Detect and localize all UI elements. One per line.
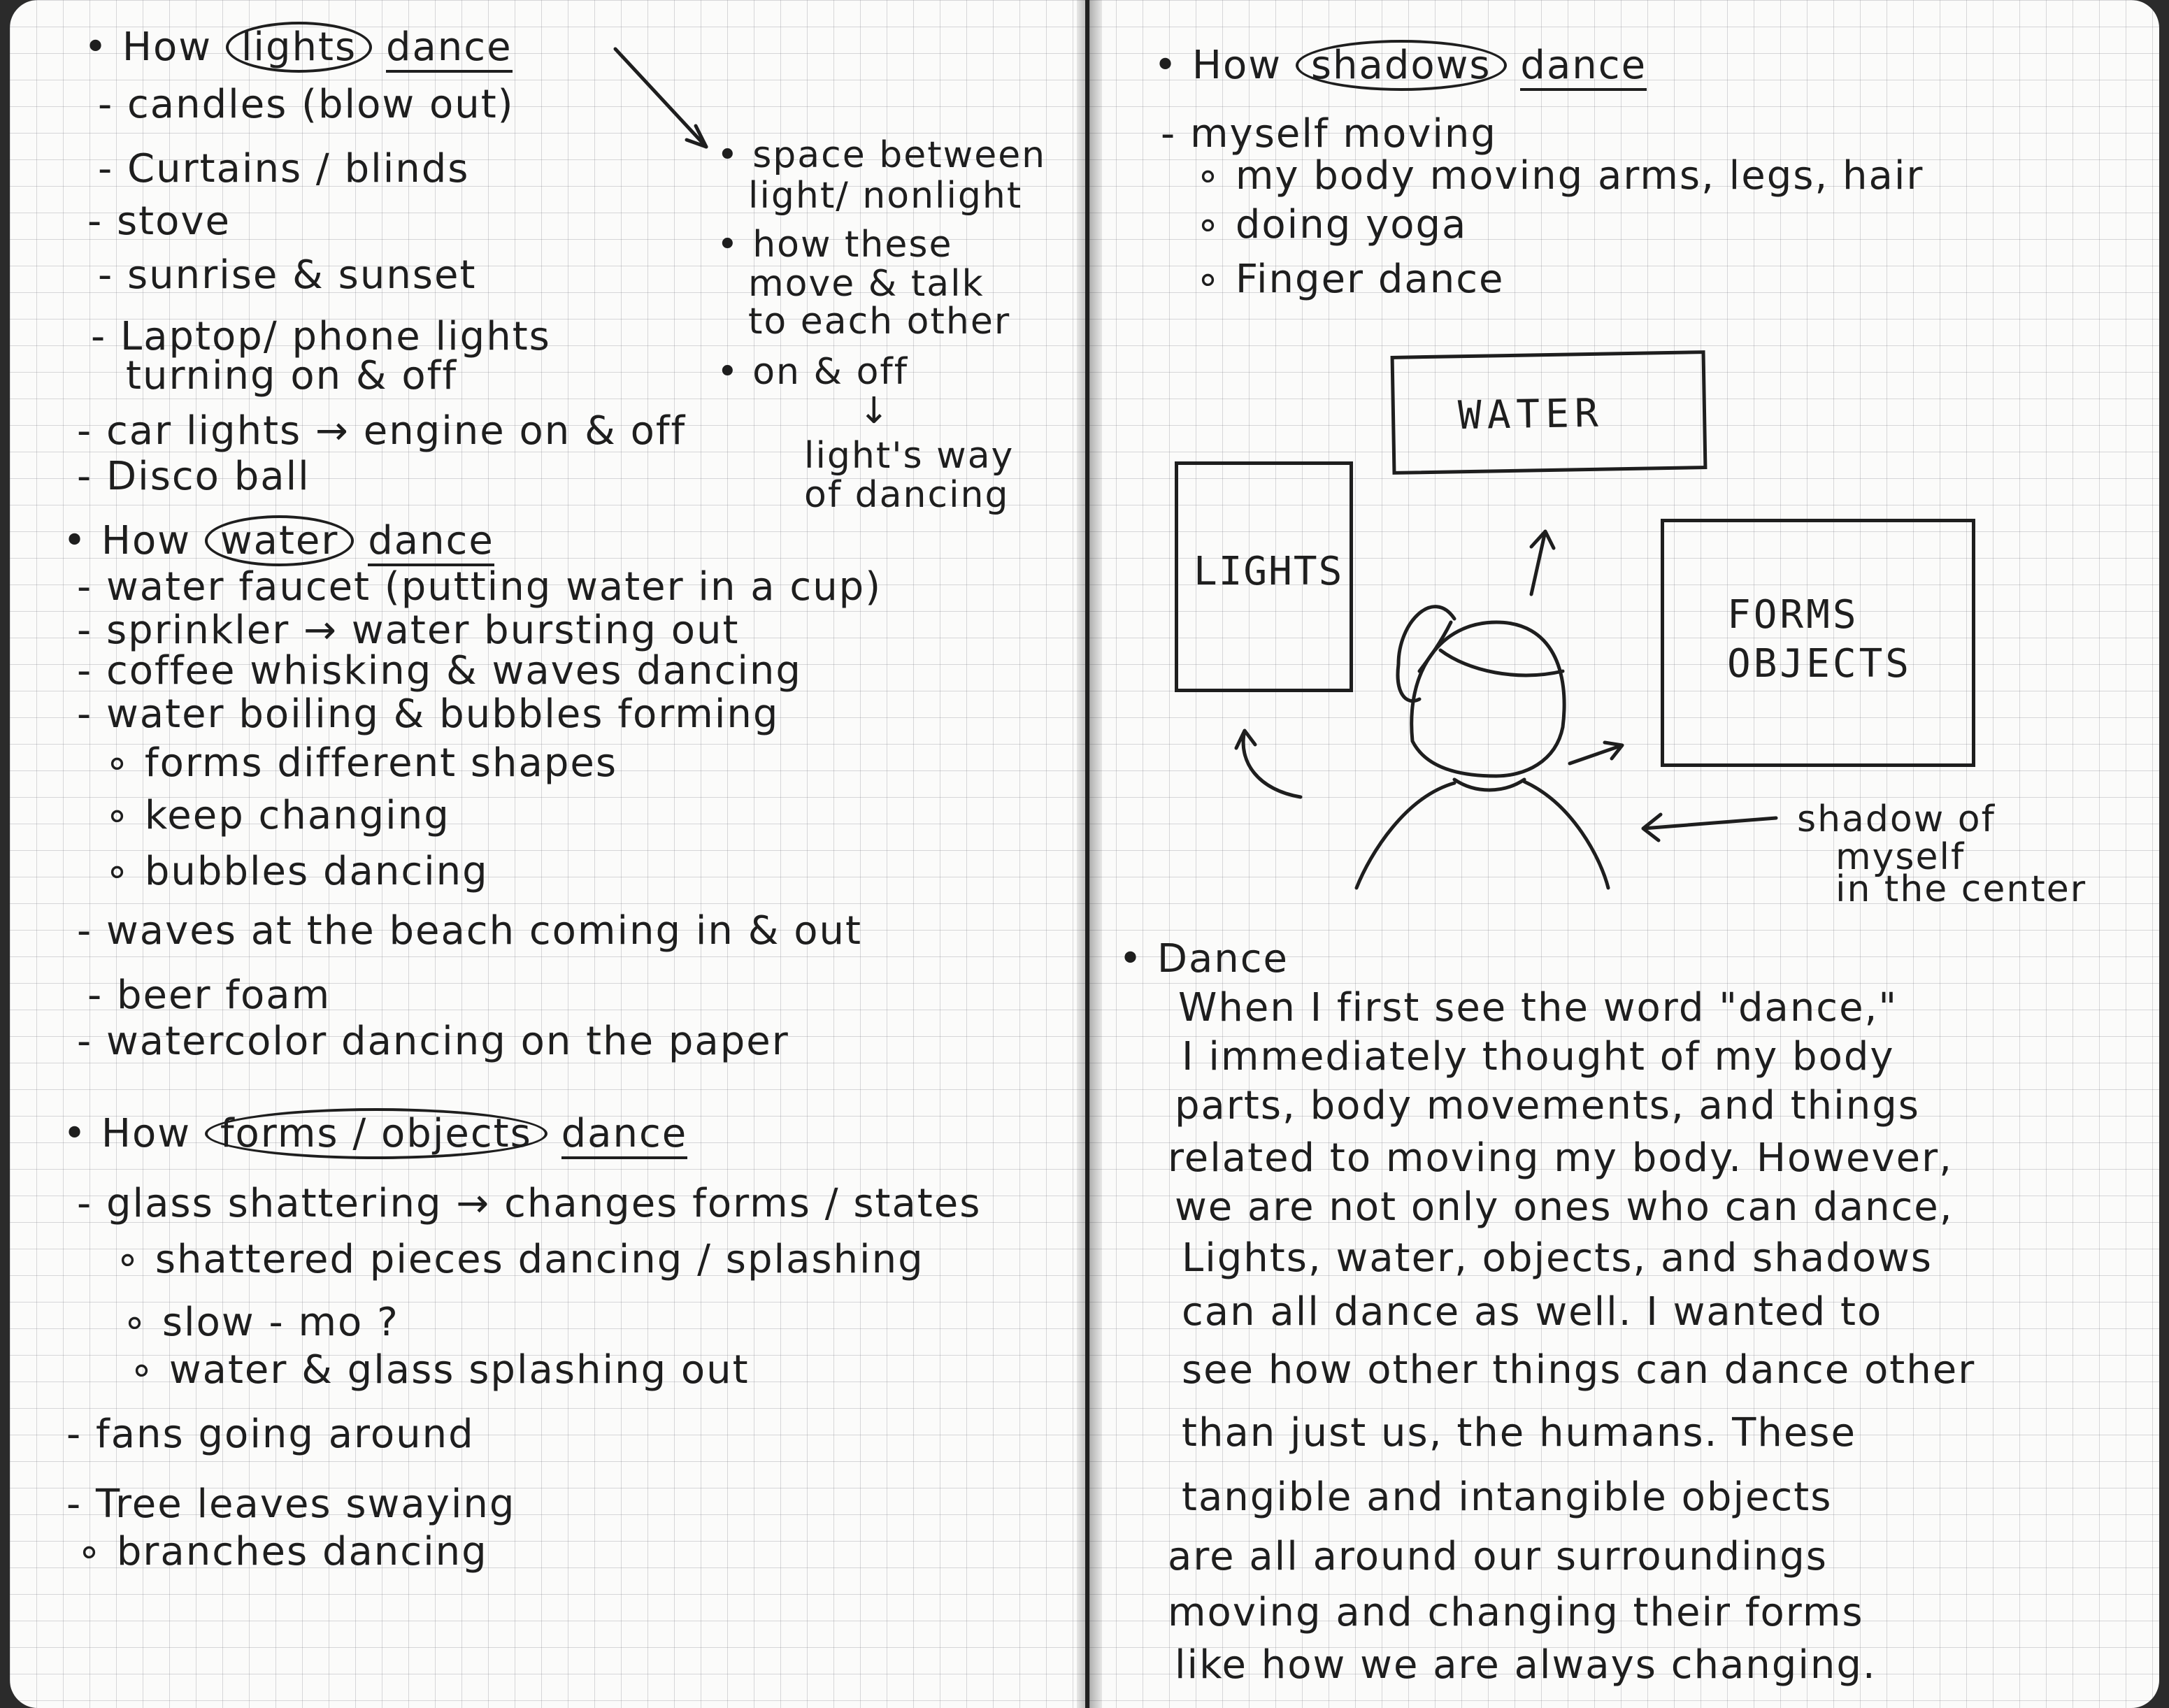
shadows-item: ∘ my body moving arms, legs, hair [1196,153,1924,199]
shadow-note: myself [1835,836,1966,878]
forms-item: - fans going around [66,1412,475,1457]
person-shoulder-left [1356,783,1454,888]
down-arrow-icon: ↓ [859,390,891,432]
water-item: - watercolor dancing on the paper [77,1019,789,1064]
dance-line: than just us, the humans. These [1182,1410,1856,1456]
shadows-item: ∘ Finger dance [1196,257,1505,302]
water-item: - coffee whisking & waves dancing [77,648,802,694]
forms-item: ∘ water & glass splashing out [129,1347,750,1393]
lights-side-note: light's way [804,435,1015,477]
lights-side-note: light/ nonlight [748,175,1023,217]
forms-item: - glass shattering → changes forms / states [77,1181,982,1226]
lights-side-note: • on & off [717,351,909,393]
lights-item: turning on & off [126,353,458,399]
dance-line: moving and changing their forms [1168,1590,1864,1635]
water-item: - water faucet (putting water in a cup) [77,564,882,610]
forms-item: ∘ branches dancing [77,1529,488,1574]
water-item: - water boiling & bubbles forming [77,691,780,737]
lights-item: - Laptop/ phone lights [91,314,551,359]
dance-line: can all dance as well. I wanted to [1182,1289,1883,1335]
diagonal-arrow-icon [615,49,706,147]
shadows-heading-suffix: dance [1520,43,1647,91]
water-heading-prefix: • How [63,518,192,564]
dance-line: I immediately thought of my body [1182,1034,1895,1079]
person-shoulder-right [1524,782,1608,888]
shadows-item: ∘ doing yoga [1196,202,1468,247]
dance-line: we are not only ones who can dance, [1175,1184,1954,1230]
shadow-note: in the center [1835,868,2087,910]
forms-item: - Tree leaves swaying [66,1481,516,1527]
lights-side-note: move & talk [748,263,985,305]
lights-heading-circled: lights [226,22,372,73]
forms-box-label-2: OBJECTS [1727,641,1912,687]
shadows-heading-circled: shadows [1296,40,1507,91]
forms-heading-suffix: dance [561,1111,688,1159]
lights-item: - Curtains / blinds [98,146,470,192]
lights-side-note: • space between [717,134,1047,176]
water-item: ∘ forms different shapes [105,740,618,786]
water-item: - sprinkler → water bursting out [77,608,740,653]
lights-item: - car lights → engine on & off [77,408,687,454]
forms-heading-prefix: • How [63,1111,192,1156]
dance-line: see how other things can dance other [1182,1347,1976,1393]
lights-item: - stove [87,199,231,244]
lights-item: - sunrise & sunset [98,252,477,298]
forms-item: ∘ shattered pieces dancing / splashing [115,1237,924,1282]
water-heading-circled: water [205,515,355,566]
shadow-note: shadow of [1797,798,1996,840]
shadows-heading-prefix: • How [1154,43,1282,88]
water-item: ∘ keep changing [105,793,450,838]
forms-heading-circled: forms / objects [205,1108,547,1159]
dance-line: When I first see the word "dance," [1178,985,1898,1031]
lights-heading-suffix: dance [386,24,513,73]
lights-box-label: LIGHTS [1194,549,1344,594]
water-item: - beer foam [87,973,331,1018]
lights-item: - Disco ball [77,454,310,499]
right-arrow-icon [1570,742,1622,763]
water-heading-suffix: dance [368,518,494,566]
lights-side-note: • how these [717,224,953,266]
dance-line: tangible and intangible objects [1182,1474,1833,1520]
dance-line: Lights, water, objects, and shadows [1182,1235,1933,1281]
water-item: - waves at the beach coming in & out [77,908,862,954]
dance-heading: • Dance [1119,936,1289,982]
dance-line: like how we are always changing. [1175,1642,1877,1688]
forms-item: ∘ slow - mo ? [122,1300,399,1345]
person-head-icon [1412,622,1564,776]
lights-heading-prefix: • How [84,24,213,70]
dance-line: are all around our surroundings [1168,1534,1828,1579]
water-item: ∘ bubbles dancing [105,849,489,894]
dance-line: parts, body movements, and things [1175,1083,1920,1128]
forms-box-label-1: FORMS [1727,592,1859,638]
dance-line: related to moving my body. However, [1168,1135,1953,1181]
shadows-item: - myself moving [1161,111,1497,157]
water-box-label: WATER [1457,390,1605,439]
lights-side-note: to each other [748,301,1011,343]
curved-arrow-icon [1236,731,1301,797]
left-arrow-icon [1643,814,1776,840]
up-arrow-icon [1531,531,1554,594]
lights-side-note: of dancing [804,474,1010,516]
lights-item: - candles (blow out) [98,82,515,127]
